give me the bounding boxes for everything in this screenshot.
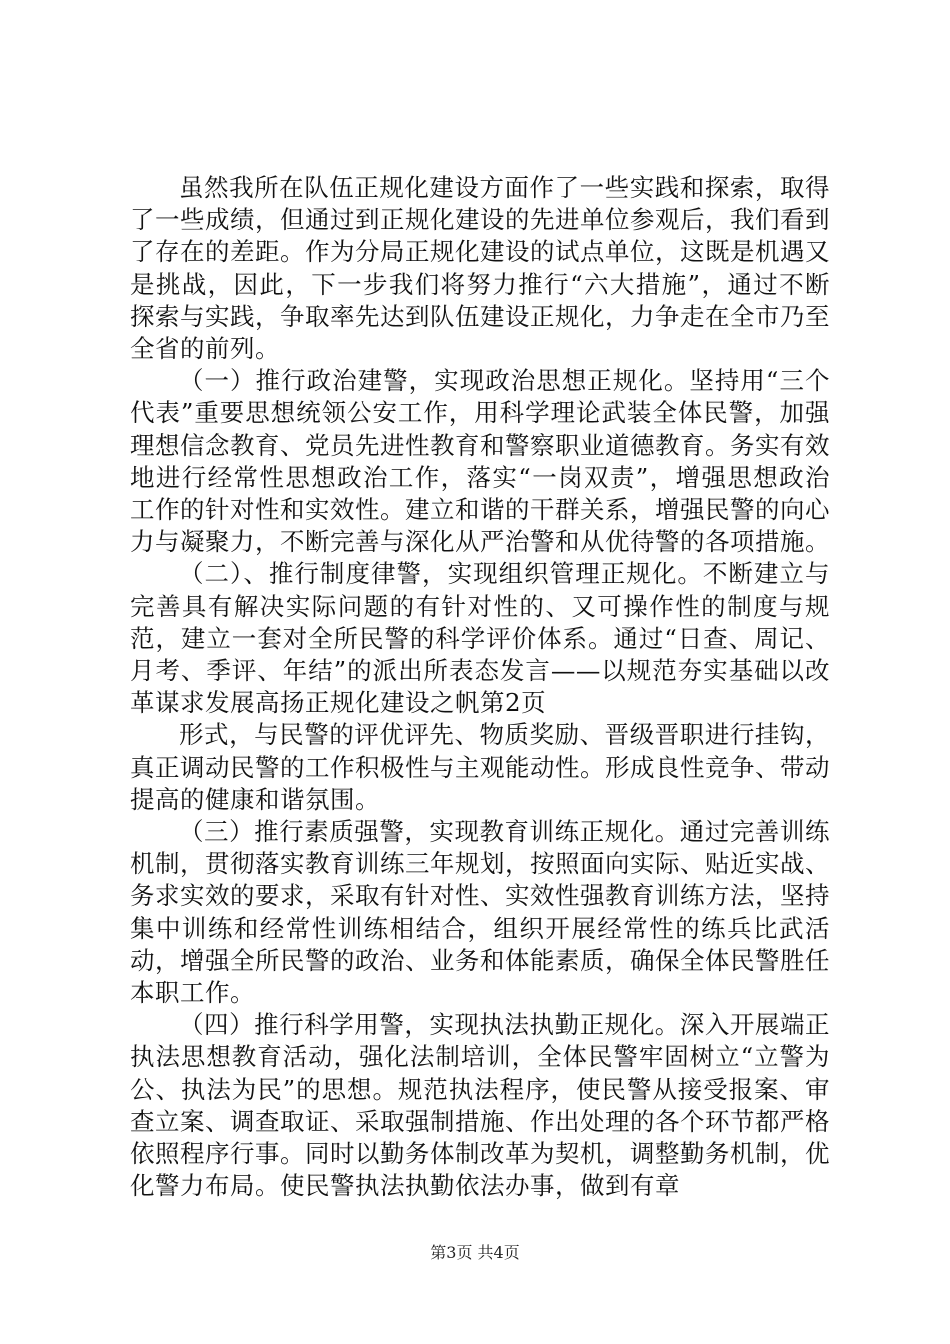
paragraph-political: （一）推行政治建警，实现政治思想正规化。坚持用“三个代表”重要思想统领公安工作，用科学理论武装全体民警，加强理想信念教育、党员先进性教育和警察职业道德教育。务实有效地进行经常性思想政治工作，落实“一岗双责”，增强思想政治工作的针对性和实效性。建立和谐的干群关系，增强民警的向心力与凝聚力，不断完善与深化从严治警和从优待警的各项措施。 [130,366,830,557]
paragraph-institutional: （二）、推行制度律警，实现组织管理正规化。不断建立与完善具有解决实际问题的有针对性的、又可操作性的制度与规范，建立一套对全所民警的科学评价体系。通过“日查、周记、月考、季评、年结”的派出所表态发言——以规范夯实基础以改革谋求发展高扬正规化建设之帆第2页 [130,559,830,718]
document-body [130,172,830,1203]
paragraph-institutional-continued: 形式，与民警的评优评先、物质奖励、晋级晋职进行挂钩，真正调动民警的工作积极性与主观能动性。形成良性竞争、带动提高的健康和谐氛围。 [130,720,830,814]
paragraph-intro: 虽然我所在队伍正规化建设方面作了一些实践和探索，取得了一些成绩，但通过到正规化建设的先进单位参观后，我们看到了存在的差距。作为分局正规化建设的试点单位，这既是机遇又是挑战，因此，下一步我们将努力推行“六大措施”，通过不断探索与实践，争取率先达到队伍建设正规化，力争走在全市乃至全省的前列。 [130,173,830,364]
page-footer [0,1243,950,1263]
paragraph-law-enforcement: （四）推行科学用警，实现执法执勤正规化。深入开展端正执法思想教育活动，强化法制培训，全体民警牢固树立“立警为公、执法为民”的思想。规范执法程序，使民警从接受报案、审查立案、调查取证、采取强制措施、作出处理的各个环节都严格依照程序行事。同时以勤务体制改革为契机，调整勤务机制，优化警力布局。使民警执法执勤依法办事，做到有章 [130,1010,830,1201]
paragraph-training: （三）推行素质强警，实现教育训练正规化。通过完善训练机制，贯彻落实教育训练三年规划，按照面向实际、贴近实战、务求实效的要求，采取有针对性、实效性强教育训练方法，坚持集中训练和经常性训练相结合，组织开展经常性的练兵比武活动，增强全所民警的政治、业务和体能素质，确保全体民警胜任本职工作。 [130,817,830,1008]
page-number-indicator: 第3页 共4页 [430,1243,520,1262]
